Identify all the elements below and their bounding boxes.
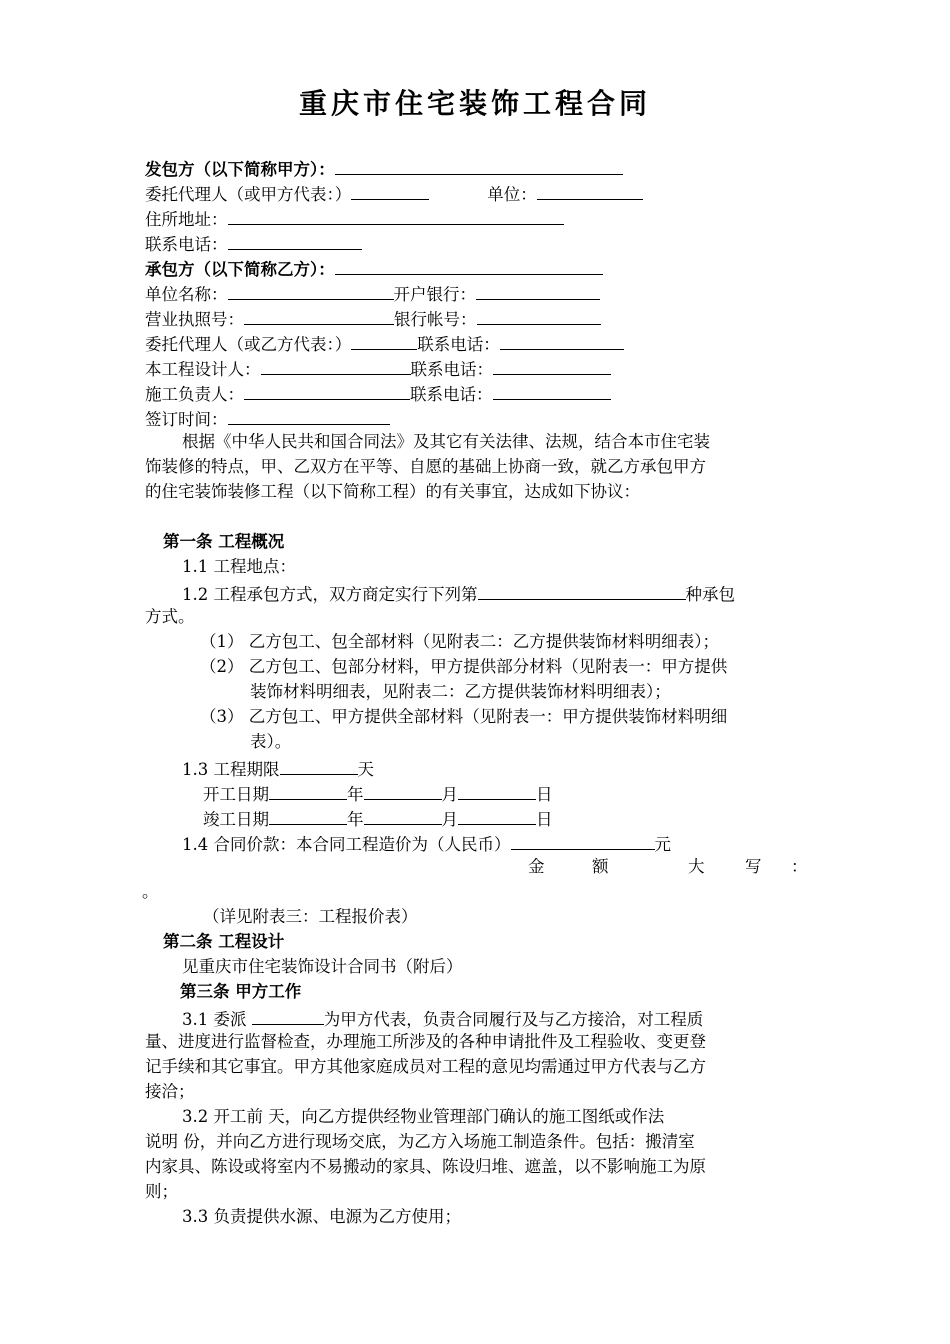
agent-b-phone-label: 联系电话： (417, 335, 500, 354)
section-1-2-cont: 方式。 (145, 607, 195, 626)
address-blank[interactable] (228, 205, 564, 225)
phone-blank[interactable] (228, 230, 362, 250)
construction-phone-blank[interactable] (493, 380, 611, 400)
unit-label: 单位： (487, 185, 537, 204)
agent-a-label: 委托代理人（或甲方代表：） (145, 185, 352, 204)
amount-words-line (145, 855, 808, 879)
unit-name-label: 单位名称： (145, 285, 228, 304)
amount-period: 。 (142, 882, 159, 901)
section-3-1-line-4: 接洽； (145, 1082, 195, 1101)
amount-word-1: 金 (528, 857, 545, 876)
end-day-blank[interactable] (458, 805, 536, 825)
section-3-1-line-2: 量、进度进行监督检查，办理施工所涉及的各种申请批件及工程验收、变更登 (145, 1032, 706, 1051)
party-a-line (145, 155, 623, 179)
start-date-line (203, 780, 553, 804)
sign-time-label: 签订时间： (145, 410, 228, 429)
section-3-3: 3.3 负责提供水源、电源为乙方使用； (182, 1207, 461, 1226)
section-1-4-text: 1.4 合同价款：本合同工程造价为（人民币） (182, 835, 511, 854)
price-blank[interactable] (511, 830, 655, 850)
construction-phone-label: 联系电话： (410, 385, 493, 404)
option-2-cont: 装饰材料明细表，见附表二：乙方提供装饰材料明细表）； (250, 682, 671, 701)
agent-a-line (145, 180, 643, 204)
phone-a-line (145, 230, 362, 254)
party-b-line (145, 255, 603, 279)
section-1-1: 1.1 工程地点： (182, 557, 296, 576)
duration-blank[interactable] (280, 755, 358, 775)
designer-phone-label: 联系电话： (410, 360, 493, 379)
designer-line (145, 355, 611, 379)
start-day-blank[interactable] (458, 780, 536, 800)
month-label: 月 (441, 810, 458, 829)
amount-word-4: 写 (745, 857, 762, 876)
section-1-2 (182, 580, 735, 604)
intro-line-2: 饰装修的特点，甲、乙双方在平等、自愿的基础上协商一致，就乙方承包甲方 (145, 457, 706, 476)
amount-word-5: ： (791, 857, 808, 876)
designer-phone-blank[interactable] (493, 355, 611, 375)
party-a-label: 发包方（以下简称甲方）： (145, 160, 335, 179)
license-line (145, 305, 601, 329)
section-3-1 (182, 1005, 703, 1029)
license-blank[interactable] (244, 305, 394, 325)
section-3-1-text: 3.1 委派 (182, 1010, 247, 1029)
agent-b-phone-blank[interactable] (500, 330, 624, 350)
option-3: （3） 乙方包工、甲方提供全部材料（见附表一：甲方提供装饰材料明细 (200, 707, 728, 726)
article-2-text: 见重庆市住宅装饰设计合同书（附后） (182, 957, 463, 976)
unit-blank[interactable] (537, 180, 643, 200)
section-3-2-line-1: 3.2 开工前 天，向乙方提供经物业管理部门确认的施工图纸或作法 (182, 1107, 665, 1126)
end-date-line (203, 805, 553, 829)
section-1-3-unit: 天 (357, 760, 374, 779)
contract-mode-blank[interactable] (478, 580, 686, 600)
amount-word-2: 额 (592, 857, 609, 876)
sign-time-blank[interactable] (228, 405, 390, 425)
end-month-blank[interactable] (364, 805, 442, 825)
article-2-heading: 第二条 工程设计 (163, 932, 285, 951)
party-a-blank[interactable] (335, 155, 623, 175)
section-3-1-rest: 为甲方代表，负责合同履行及与乙方接洽，对工程质 (323, 1010, 704, 1029)
article-3-heading: 第三条 甲方工作 (180, 982, 302, 1001)
amount-word-3: 大 (688, 857, 705, 876)
party-b-blank[interactable] (335, 255, 603, 275)
day-label: 日 (536, 785, 553, 804)
section-1-2-text: 1.2 工程承包方式，双方商定实行下列第 (182, 585, 478, 604)
account-label: 银行帐号： (394, 310, 477, 329)
section-1-3-text: 1.3 工程期限 (182, 760, 280, 779)
end-year-blank[interactable] (269, 805, 347, 825)
section-3-2-line-3: 内家具、陈设或将室内不易搬动的家具、陈设归堆、遮盖，以不影响施工为原 (145, 1157, 706, 1176)
construction-label: 施工负责人： (145, 385, 244, 404)
option-3-cont: 表）。 (250, 732, 292, 751)
document-title: 重庆市住宅装饰工程合同 (298, 87, 651, 120)
section-1-4 (182, 830, 671, 854)
account-blank[interactable] (477, 305, 601, 325)
section-1-2-suffix: 种承包 (685, 585, 735, 604)
agent-b-line (145, 330, 624, 354)
construction-blank[interactable] (244, 380, 410, 400)
representative-blank[interactable] (252, 1005, 324, 1025)
detail-note: （详见附表三：工程报价表） (203, 907, 418, 926)
start-month-blank[interactable] (364, 780, 442, 800)
end-date-label: 竣工日期 (203, 810, 269, 829)
agent-b-blank[interactable] (351, 330, 417, 350)
designer-blank[interactable] (261, 355, 411, 375)
day-label: 日 (536, 810, 553, 829)
start-date-label: 开工日期 (203, 785, 269, 804)
option-2: （2） 乙方包工、包部分材料，甲方提供部分材料（见附表一：甲方提供 (200, 657, 728, 676)
month-label: 月 (441, 785, 458, 804)
agent-a-blank[interactable] (351, 180, 429, 200)
designer-label: 本工程设计人： (145, 360, 261, 379)
section-3-2-line-2: 说明 份，并向乙方进行现场交底，为乙方入场施工制造条件。包括：搬清室 (145, 1132, 695, 1151)
unit-name-line (145, 280, 600, 304)
unit-name-blank[interactable] (228, 280, 394, 300)
phone-label: 联系电话： (145, 235, 228, 254)
year-label: 年 (347, 785, 364, 804)
option-1: （1） 乙方包工、包全部材料（见附表二：乙方提供装饰材料明细表）； (200, 632, 719, 651)
bank-label: 开户银行： (393, 285, 476, 304)
agent-b-label: 委托代理人（或乙方代表：） (145, 335, 352, 354)
construction-line (145, 380, 611, 404)
section-1-4-unit: 元 (654, 835, 671, 854)
address-line (145, 205, 564, 229)
start-year-blank[interactable] (269, 780, 347, 800)
intro-line-1: 根据《中华人民共和国合同法》及其它有关法律、法规，结合本市住宅装 (182, 432, 710, 451)
section-3-2-line-4: 则； (145, 1182, 178, 1201)
intro-line-3: 的住宅装饰装修工程（以下简称工程）的有关事宜，达成如下协议： (145, 482, 640, 501)
section-1-3 (182, 755, 374, 779)
bank-blank[interactable] (476, 280, 600, 300)
party-b-label: 承包方（以下简称乙方）： (145, 260, 335, 279)
year-label: 年 (347, 810, 364, 829)
article-1-heading: 第一条 工程概况 (163, 532, 285, 551)
address-label: 住所地址： (145, 210, 228, 229)
sign-time-line (145, 405, 390, 429)
license-label: 营业执照号： (145, 310, 244, 329)
section-3-1-line-3: 记手续和其它事宜。甲方其他家庭成员对工程的意见均需通过甲方代表与乙方 (145, 1057, 706, 1076)
